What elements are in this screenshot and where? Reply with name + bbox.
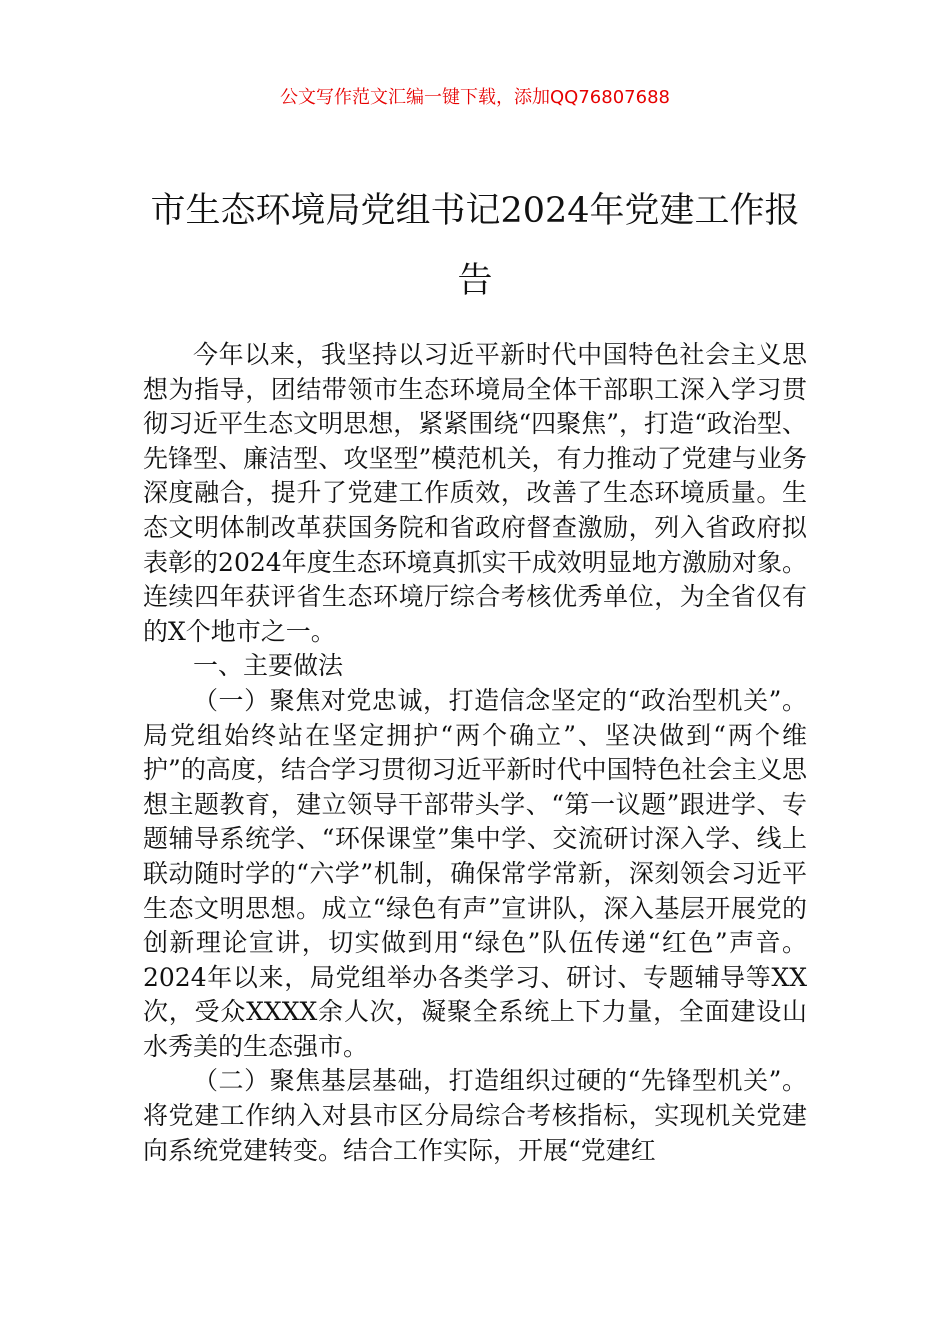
body-paragraph-vanguard-organ: （二）聚焦基层基础，打造组织过硬的“先锋型机关”。将党建工作纳入对县市区分局综合考核指标，实现机关党建向系统党建转变。结合工作实际，开展“党建红	[143, 1066, 807, 1165]
document-body	[143, 338, 807, 1168]
header-download-note: 公文写作范文汇编一键下载，添加QQ76807688	[280, 87, 670, 108]
body-paragraph-intro: 今年以来，我坚持以习近平新时代中国特色社会主义思想为指导，团结带领市生态环境局全体干部职工深入学习贯彻习近平生态文明思想，紧紧围绕“四聚焦”，打造“政治型、先锋型、廉洁型、攻坚型”模范机关，有力推动了党建与业务深度融合，提升了党建工作质效，改善了生态环境质量。生态文明体制改革获国务院和省政府督查激励，列入省政府拟表彰的2024年度生态环境真抓实干成效明显地方激励对象。连续四年获评省生态环境厅综合考核优秀单位，为全省仅有的X个地市之一。	[143, 340, 807, 646]
document-title: 市生态环境局党组书记2024年党建工作报告	[150, 191, 800, 301]
body-paragraph-political-organ: （一）聚焦对党忠诚，打造信念坚定的“政治型机关”。局党组始终站在坚定拥护“两个确立”、坚决做到“两个维护”的高度，结合学习贯彻习近平新时代中国特色社会主义思想主题教育，建立领导干部带头学、“第一议题”跟进学、专题辅导系统学、“环保课堂”集中学、交流研讨深入学、线上联动随时学的“六学”机制，确保常学常新，深刻领会习近平生态文明思想。成立“绿色有声”宣讲队，深入基层开展党的创新理论宣讲，切实做到用“绿色”队伍传递“红色”声音。2024年以来，局党组举办各类学习、研讨、专题辅导等XX次，受众XXXX余人次，凝聚全系统上下力量，全面建设山水秀美的生态强市。	[143, 685, 807, 1061]
section-heading-main-practices: 一、主要做法	[193, 651, 344, 681]
